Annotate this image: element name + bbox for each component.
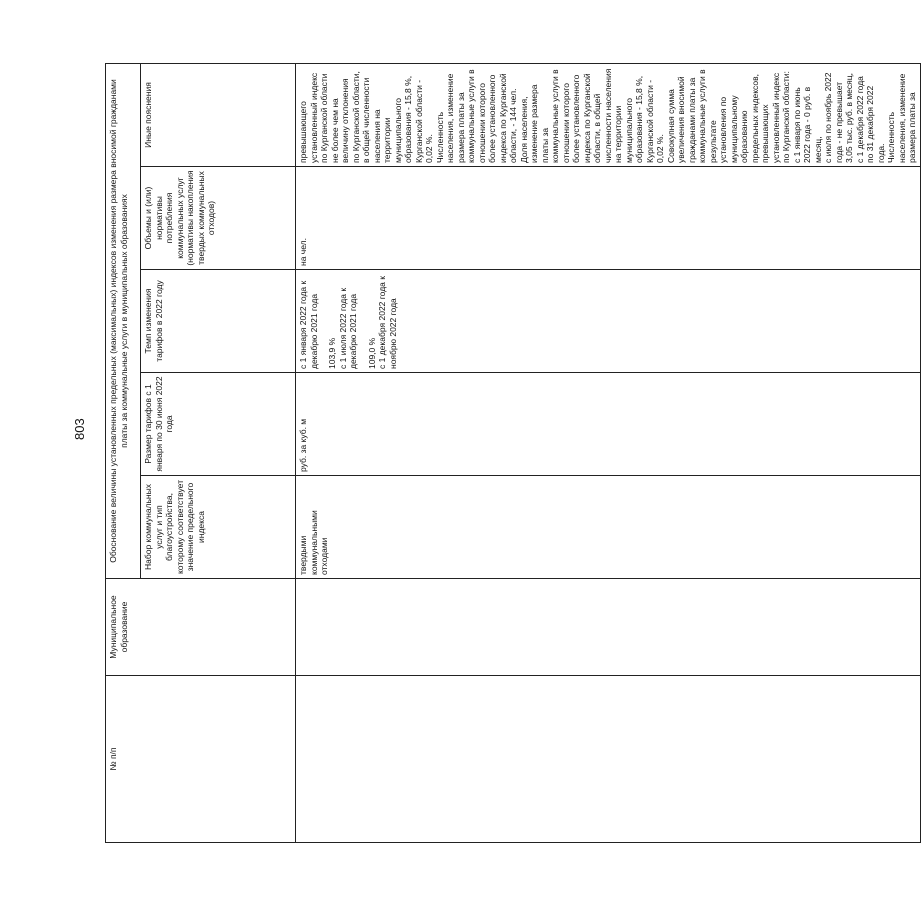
other-paragraph: с 1 декабря 2022 года по 31 декабря 2022 года.	[854, 76, 886, 163]
other-paragraph: с июля по ноябрь 2022 года - не превышает 3,05 тыс. руб. в месяц,	[823, 72, 854, 163]
tempo-line: с 1 января 2022 года к декабрю 2021 года	[298, 280, 319, 369]
other-paragraph: Совокупная сумма увеличения вносимой гражданами платы за коммунальные услуги в результате установления по муниципальному образованию предельных индексов, превышающих установленный индекс по Курганской области:	[665, 69, 791, 163]
header-group: Обоснование величины установленных предельных (максимальных) индексов изменения размера вносимой гражданами платы за коммунальные услуги в муниципальных образованиях	[106, 64, 141, 579]
table-row	[296, 64, 921, 843]
cell-tariff-change	[296, 270, 921, 373]
header-num: № п/п	[106, 676, 296, 843]
tempo-line: 103,9 %	[327, 337, 337, 369]
tempo-line: 109,0 %	[366, 337, 377, 369]
other-paragraph: Численность населения, изменение размера платы за	[886, 73, 917, 163]
header-other: Иные пояснения	[141, 64, 296, 167]
other-paragraph: превышающего установленный индекс по Курганской области не более чем на величину отклонения по Курганской области, в общей численности населения на территории муниципального образования - 15,8 %, Курганской области - 0,02 %.	[298, 71, 434, 163]
cell-other	[296, 64, 921, 167]
cell-tariff-size: руб. за куб. м	[296, 373, 921, 476]
cell-service-set: твердыми коммунальными отходами	[296, 476, 921, 579]
justification-table	[105, 63, 921, 843]
cell-volumes: на чел.	[296, 167, 921, 270]
header-tariff-change: Темп изменения тарифов в 2022 году	[141, 270, 296, 373]
other-paragraph: Численность населения, изменение размера платы за коммунальные услуги в отношении которого более установленного индекса по Курганской области, - 144 чел.	[434, 69, 518, 163]
header-service-set: Набор коммунальных услуг и тип благоустройства, которому соответствует значение предельного индекса	[141, 476, 296, 579]
page-number: 803	[72, 418, 87, 440]
header-municipality: Муниципальное образование	[106, 579, 296, 676]
tempo-gap	[359, 273, 367, 369]
tempo-line: с 1 декабря 2022 года к ноябрю 2022 года	[377, 276, 398, 369]
rotated-table-wrapper	[105, 63, 917, 843]
cell-municipality	[296, 579, 921, 676]
cell-num	[296, 676, 921, 843]
tempo-line: с 1 июля 2022 года к декабрю 2021 года	[337, 287, 358, 369]
header-row-top	[106, 64, 141, 843]
tempo-gap	[319, 273, 327, 369]
other-paragraph: с 1 января по июнь 2022 года - 0 руб. в месяц,	[791, 86, 823, 163]
other-paragraph: Доля населения, изменение размера платы за коммунальные услуги в отношении которого более установленного индекса по Курганской области, в общей численности населения на территории муниципального образования - 15,8 %, Курганской области - 0,02 %.	[518, 68, 665, 163]
header-volumes: Объемы и (или) нормативы потребления коммунальных услуг (нормативы накопления твердых коммунальных отходов)	[141, 167, 296, 270]
header-tariff-size: Размер тарифов с 1 января по 30 июня 2022 года	[141, 373, 296, 476]
